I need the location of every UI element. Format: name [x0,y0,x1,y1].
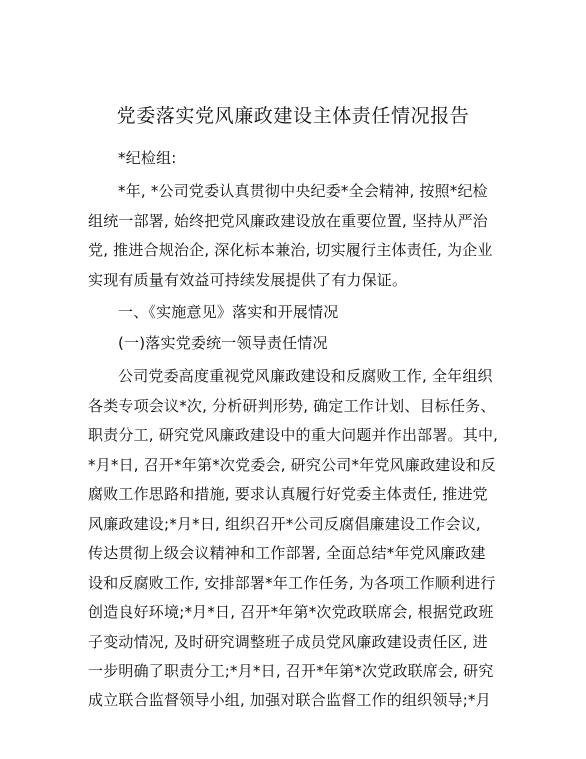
paragraph-2-line: 职责分工, 研究党风廉政建设中的重大问题并作出部署。其中, [88,426,499,444]
salutation: *纪检组: [118,149,177,167]
paragraph-2-line: 风廉政建设;*月*日, 组织召开*公司反腐倡廉建设工作会议, [88,515,481,533]
paragraph-2-line: 一步明确了职责分工;*月*日, 召开*年第*次党政联席会, 研究 [88,662,494,680]
paragraph-2-line: 传达贯彻上级会议精神和工作部署, 全面总结*年党风廉政建 [88,544,486,562]
paragraph-2-line: 公司党委高度重视党风廉政建设和反腐败工作, 全年组织 [118,367,493,385]
paragraph-2-line: *月*日, 召开*年第*次党委会, 研究公司*年党风廉政建设和反 [88,456,496,474]
paragraph-1-line: 组统一部署, 始终把党风廉政建设放在重要位置, 坚持从严治 [88,212,488,230]
paragraph-1-line: *年, *公司党委认真贯彻中央纪委*全会精神, 按照*纪检 [118,182,488,200]
paragraph-2-line: 创造良好环境;*月*日, 召开*年第*次党政联席会, 根据党政班 [88,603,494,621]
paragraph-2-line: 设和反腐败工作, 安排部署*年工作任务, 为各项工作顺利进行 [88,574,496,592]
subsection-heading: (一)落实党委统一领导责任情况 [118,334,328,352]
paragraph-1-line: 党, 推进合规治企, 深化标本兼治, 切实履行主体责任, 为企业 [88,241,493,259]
document-title: 党委落实党风廉政建设主体责任情况报告 [116,105,470,127]
section-heading: 一、《实施意见》落实和开展情况 [118,303,339,321]
paragraph-2-line: 腐败工作思路和措施, 要求认真履行好党委主体责任, 推进党 [88,485,488,503]
paragraph-2-line: 子变动情况, 及时研究调整班子成员党风廉政建设责任区, 进 [88,633,488,651]
paragraph-2-line: 各类专项会议*次, 分析研判形势, 确定工作计划、目标任务、 [88,397,496,415]
paragraph-2-line: 成立联合监督领导小组, 加强对联合监督工作的组织领导;*月 [88,691,491,709]
paragraph-1-line: 实现有质量有效益可持续发展提供了有力保证。 [88,271,408,289]
